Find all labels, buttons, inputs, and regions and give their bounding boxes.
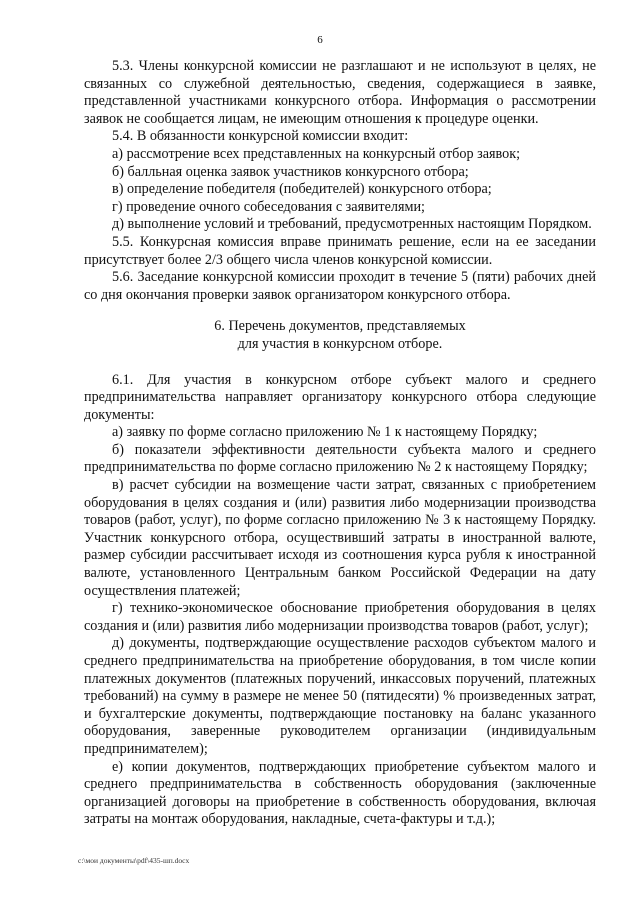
page-number: 6 [317, 34, 323, 46]
doc-item-a: а) заявку по форме согласно приложению № 1 к настоящему Порядку; [112, 424, 538, 441]
list-item-d: д) выполнение условий и требований, предусмотренных настоящим Порядком. [112, 216, 592, 233]
paragraph-6-1: 6.1. Для участия в конкурсном отборе субъект малого и среднего предпринимательства направляет организатору конкурсного отбора следующие документы: [84, 371, 596, 423]
footer-file-path: c:\мои документы\pdf\435-шп.docx [78, 856, 190, 865]
doc-item-b: б) показатели эффективности деятельности субъекта малого и среднего предпринимательства по форме согласно приложению № 2 к настоящему Порядку; [84, 441, 596, 476]
document-body [84, 58, 596, 829]
paragraph-5-4: 5.4. В обязанности конкурсной комиссии входит: [112, 128, 409, 145]
list-item-g: г) проведение очного собеседования с заявителями; [112, 198, 426, 215]
paragraph-5-3: 5.3. Члены конкурсной комиссии не разглашают и не используют в целях, не связанных со служебной деятельностью, сведения, содержащиеся в заявке, представленной участниками конкурсного отбора. Информация о рассмотрении заявок не сообщается лицам, не имеющим отношения к процедуре оценки. [84, 58, 596, 127]
paragraph-5-6: 5.6. Заседание конкурсной комиссии проходит в течение 5 (пяти) рабочих дней со дня окончания проверки заявок организатором конкурсного отбора. [84, 269, 596, 303]
list-item-a: а) рассмотрение всех представленных на конкурсный отбор заявок; [112, 145, 521, 162]
section-heading [84, 318, 596, 353]
doc-item-g: г) технико-экономическое обоснование приобретения оборудования в целях создания и (или) развития либо модернизации производства товаров (работ, услуг); [84, 600, 596, 634]
list-item-b: б) балльная оценка заявок участников конкурсного отбора; [112, 163, 469, 180]
list-item-v: в) определение победителя (победителей) конкурсного отбора; [112, 181, 492, 198]
doc-item-v: в) расчет субсидии на возмещение части затрат, связанных с приобретением оборудования в целях создания и (или) развития либо модернизации производства товаров (работ, услуг), по форме согласно приложению № 3 к настоящему Порядку. Участник конкурсного отбора, осуществивший затраты в иностранной валюте, размер субсидии рассчитывает исходя из соотношения курса рубля к иностранной валюте, установленного Центральным банком Российской Федерации на дату осуществления платежей; [84, 477, 596, 599]
section-heading-line-2: для участия в конкурсном отборе. [237, 335, 443, 352]
section-heading-line-1: 6. Перечень документов, представляемых [214, 318, 466, 335]
paragraph-5-5: 5.5. Конкурсная комиссия вправе принимать решение, если на ее заседании присутствует более 2/3 общего числа членов конкурсной комиссии. [84, 233, 596, 268]
doc-item-d: д) документы, подтверждающие осуществление расходов субъектом малого и среднего предпринимательства на приобретение оборудования, в том числе копии платежных документов (платежных поручений, инкассовых поручений, платежных требований) на сумму в размере не менее 50 (пятидесяти) % произведенных затрат, и бухгалтерские документы, подтверждающие постановку на баланс указанного оборудования, заверенные руководителем организации (индивидуальным предпринимателем); [84, 635, 596, 757]
doc-item-e: е) копии документов, подтверждающих приобретение субъектом малого и среднего предпринимательства в собственность оборудования (заключенные организацией договоры на приобретение в собственность оборудования, включая затраты на монтаж оборудования, накладные, счета-фактуры и т.д.); [84, 758, 596, 828]
